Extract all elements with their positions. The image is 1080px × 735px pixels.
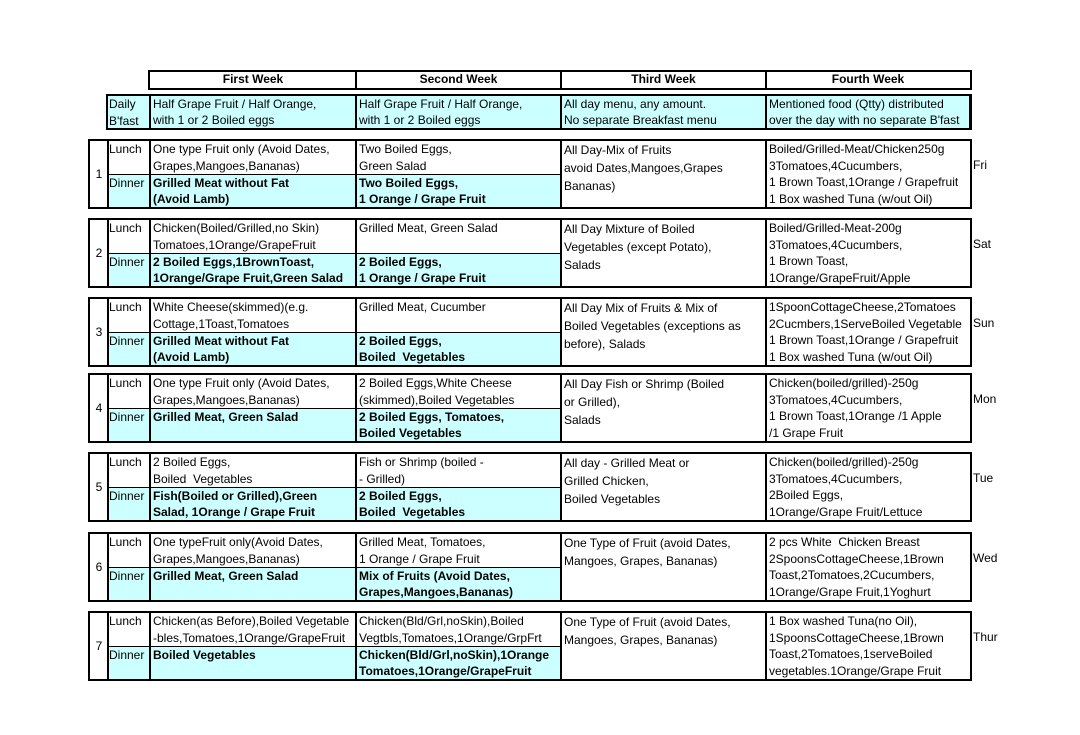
lunch-week-2: Fish or Shrimp (boiled - - Grilled) — [359, 455, 484, 486]
weekday-label: Thur — [973, 630, 998, 644]
weekday-label: Mon — [973, 392, 997, 406]
lunch-label: Lunch — [109, 614, 142, 628]
dinner-label: Dinner — [108, 254, 149, 286]
lunch-week-2: Grilled Meat, Green Salad — [359, 221, 498, 235]
week-header-3: Third Week — [631, 72, 696, 86]
lunch-week-2: Two Boiled Eggs, Green Salad — [359, 142, 452, 173]
lunch-week-1: One type Fruit only (Avoid Dates, Grapes,Mangoes,Bananas) — [153, 142, 330, 173]
week-3-menu: All Day Mix of Fruits & Mix of Boiled Vegetables (exceptions as before), Salads — [564, 301, 741, 351]
lunch-week-1: White Cheese(skimmed)(e.g. Cottage,1Toast,Tomatoes — [153, 300, 309, 331]
lunch-label: Lunch — [109, 535, 142, 549]
dinner-week-1: Boiled Vegetables — [151, 647, 355, 679]
day-divider — [765, 297, 767, 367]
lunch-week-1: One type Fruit only (Avoid Dates, Grapes,Mangoes,Bananas) — [153, 376, 330, 407]
week-3-menu: One Type of Fruit (avoid Dates, Mangoes, Grapes, Bananas) — [564, 615, 731, 647]
lunch-label: Lunch — [109, 300, 142, 314]
dinner-week-1: 2 Boiled Eggs,1BrownToast, 1Orange/Grape Fruit,Green Salad — [151, 254, 355, 286]
lunch-week-2: Chicken(Bld/Grl,noSkin),Boiled Vegtbls,Tomatoes,1Orange/GrpFrt — [359, 614, 542, 645]
day-number: 5 — [95, 480, 103, 494]
daily-divider — [560, 94, 562, 130]
week-4-menu: Boiled/Grilled-Meat/Chicken250g 3Tomatoes,4Cucumbers, 1 Brown Toast,1Orange / Grapefruit 1 Box washed Tuna (w/out Oil) — [769, 142, 959, 206]
weekday-label: Sun — [973, 316, 995, 330]
day-divider — [765, 532, 767, 602]
week-header-1: First Week — [222, 72, 284, 86]
week-3-menu: One Type of Fruit (avoid Dates, Mangoes, Grapes, Bananas) — [564, 536, 731, 568]
lunch-week-1: 2 Boiled Eggs, Boiled Vegetables — [153, 455, 253, 486]
dinner-week-1: Fish(Boiled or Grilled),Green Salad, 1Orange / Grape Fruit — [151, 488, 355, 520]
meal-divider — [108, 253, 561, 254]
daily-divider — [355, 94, 357, 130]
lunch-label: Lunch — [109, 221, 142, 235]
week-3-menu: All Day Mixture of Boiled Vegetables (except Potato), Salads — [564, 222, 712, 272]
header-divider — [355, 70, 357, 90]
daily-divider — [765, 94, 767, 130]
dinner-week-1: Grilled Meat without Fat (Avoid Lamb) — [151, 175, 355, 207]
week-4-menu: 1 Box washed Tuna(no Oil), 1SpoonsCottageCheese,1Brown Toast,2Tomatoes,1serveBoiled vegetables.1Orange/Grape Fruit — [769, 614, 944, 678]
lunch-label: Lunch — [109, 455, 142, 469]
day-divider — [765, 218, 767, 288]
dinner-week-2: 2 Boiled Eggs, Tomatoes, Boiled Vegetables — [357, 409, 560, 441]
day-number: 2 — [95, 246, 103, 260]
lunch-week-2: Grilled Meat, Cucumber — [359, 300, 486, 314]
week-3-menu: All day - Grilled Meat or Grilled Chicken, Boiled Vegetables — [564, 456, 690, 506]
week-4-menu: Chicken(boiled/grilled)-250g 3Tomatoes,4Cucumbers, 1 Brown Toast,1Orange /1 Apple /1 Grape Fruit — [769, 376, 942, 440]
lunch-week-1: Chicken(Boiled/Grilled,no Skin) Tomatoes,1Orange/GrapeFruit — [153, 221, 320, 252]
lunch-week-2: 2 Boiled Eggs,White Cheese (skimmed),Boiled Vegetables — [359, 376, 515, 407]
dinner-label: Dinner — [108, 568, 149, 600]
weekday-label: Tue — [973, 471, 994, 485]
daily-breakfast-label: Daily B'fast — [108, 96, 149, 128]
lunch-label: Lunch — [109, 142, 142, 156]
dinner-label: Dinner — [108, 333, 149, 365]
day-number: 4 — [95, 401, 103, 415]
header-divider — [560, 70, 562, 90]
meal-divider — [108, 487, 561, 488]
daily-breakfast-week-2: Half Grape Fruit / Half Orange, with 1 or 2 Boiled eggs — [357, 96, 560, 128]
dinner-week-2: Mix of Fruits (Avoid Dates, Grapes,Mangoes,Bananas) — [357, 568, 560, 600]
lunch-week-2: Grilled Meat, Tomatoes, 1 Orange / Grape Fruit — [359, 535, 486, 566]
meal-divider — [108, 408, 561, 409]
lunch-week-1: One typeFruit only(Avoid Dates, Grapes,Mangoes,Bananas) — [153, 535, 323, 566]
week-4-menu: 1SpoonCottageCheese,2Tomatoes 2Cucmbers,1ServeBoiled Vegetable 1 Brown Toast,1Orange / Grapefruit 1 Box washed Tuna (w/out Oil) — [769, 300, 962, 364]
week-3-menu: All Day-Mix of Fruits avoid Dates,Mangoes,Grapes Bananas) — [564, 143, 723, 193]
day-number: 1 — [95, 167, 103, 181]
day-divider — [765, 611, 767, 681]
day-number: 6 — [95, 560, 103, 574]
weekday-label: Wed — [973, 551, 998, 565]
weekday-label: Fri — [973, 158, 987, 172]
dinner-week-1: Grilled Meat without Fat (Avoid Lamb) — [151, 333, 355, 365]
dinner-week-2: Two Boiled Eggs, 1 Orange / Grape Fruit — [357, 175, 560, 207]
daily-breakfast-week-1: Half Grape Fruit / Half Orange, with 1 or 2 Boiled eggs — [151, 96, 355, 128]
dinner-week-1: Grilled Meat, Green Salad — [151, 409, 355, 441]
day-number: 7 — [95, 639, 103, 653]
dinner-week-2: 2 Boiled Eggs, Boiled Vegetables — [357, 488, 560, 520]
daily-breakfast-week-4: Mentioned food (Qtty) distributed over the day with no separate B'fast — [767, 96, 969, 128]
dinner-label: Dinner — [108, 409, 149, 441]
week-3-menu: All Day Fish or Shrimp (Boiled or Grilled), Salads — [564, 377, 725, 427]
day-divider — [765, 452, 767, 522]
daily-divider — [969, 94, 971, 130]
dinner-label: Dinner — [108, 175, 149, 207]
day-divider — [765, 139, 767, 209]
daily-divider — [149, 94, 151, 130]
daily-breakfast-week-3: All day menu, any amount. No separate Breakfast menu — [562, 96, 765, 128]
week-4-menu: Chicken(boiled/grilled)-250g 3Tomatoes,4Cucumbers, 2Boiled Eggs, 1Orange/Grape Fruit/Lettuce — [769, 455, 923, 519]
weekday-label: Sat — [973, 237, 992, 251]
dinner-week-2: Chicken(Bld/Grl,noSkin),1Orange Tomatoes,1Orange/GrapeFruit — [357, 647, 560, 679]
dinner-week-2: 2 Boiled Eggs, 1 Orange / Grape Fruit — [357, 254, 560, 286]
dinner-week-2: 2 Boiled Eggs, Boiled Vegetables — [357, 333, 560, 365]
day-divider — [765, 373, 767, 443]
dinner-label: Dinner — [108, 488, 149, 520]
week-header-4: Fourth Week — [831, 72, 905, 86]
meal-divider — [108, 174, 561, 175]
lunch-week-1: Chicken(as Before),Boiled Vegetable -bles,Tomatoes,1Orange/GrapeFruit — [153, 614, 350, 645]
header-divider — [765, 70, 767, 90]
week-header-2: Second Week — [419, 72, 498, 86]
lunch-label: Lunch — [109, 376, 142, 390]
dinner-label: Dinner — [108, 647, 149, 679]
meal-divider — [108, 567, 561, 568]
dinner-week-1: Grilled Meat, Green Salad — [151, 568, 355, 600]
meal-divider — [108, 646, 561, 647]
week-4-menu: Boiled/Grilled-Meat-200g 3Tomatoes,4Cucumbers, 1 Brown Toast, 1Orange/GrapeFruit/Apple — [769, 221, 911, 285]
meal-divider — [108, 332, 561, 333]
week-4-menu: 2 pcs White Chicken Breast 2SpoonsCottageCheese,1Brown Toast,2Tomatoes,2Cucumbers, 1Orange/Grape Fruit,1Yoghurt — [769, 535, 944, 599]
day-number: 3 — [95, 325, 103, 339]
